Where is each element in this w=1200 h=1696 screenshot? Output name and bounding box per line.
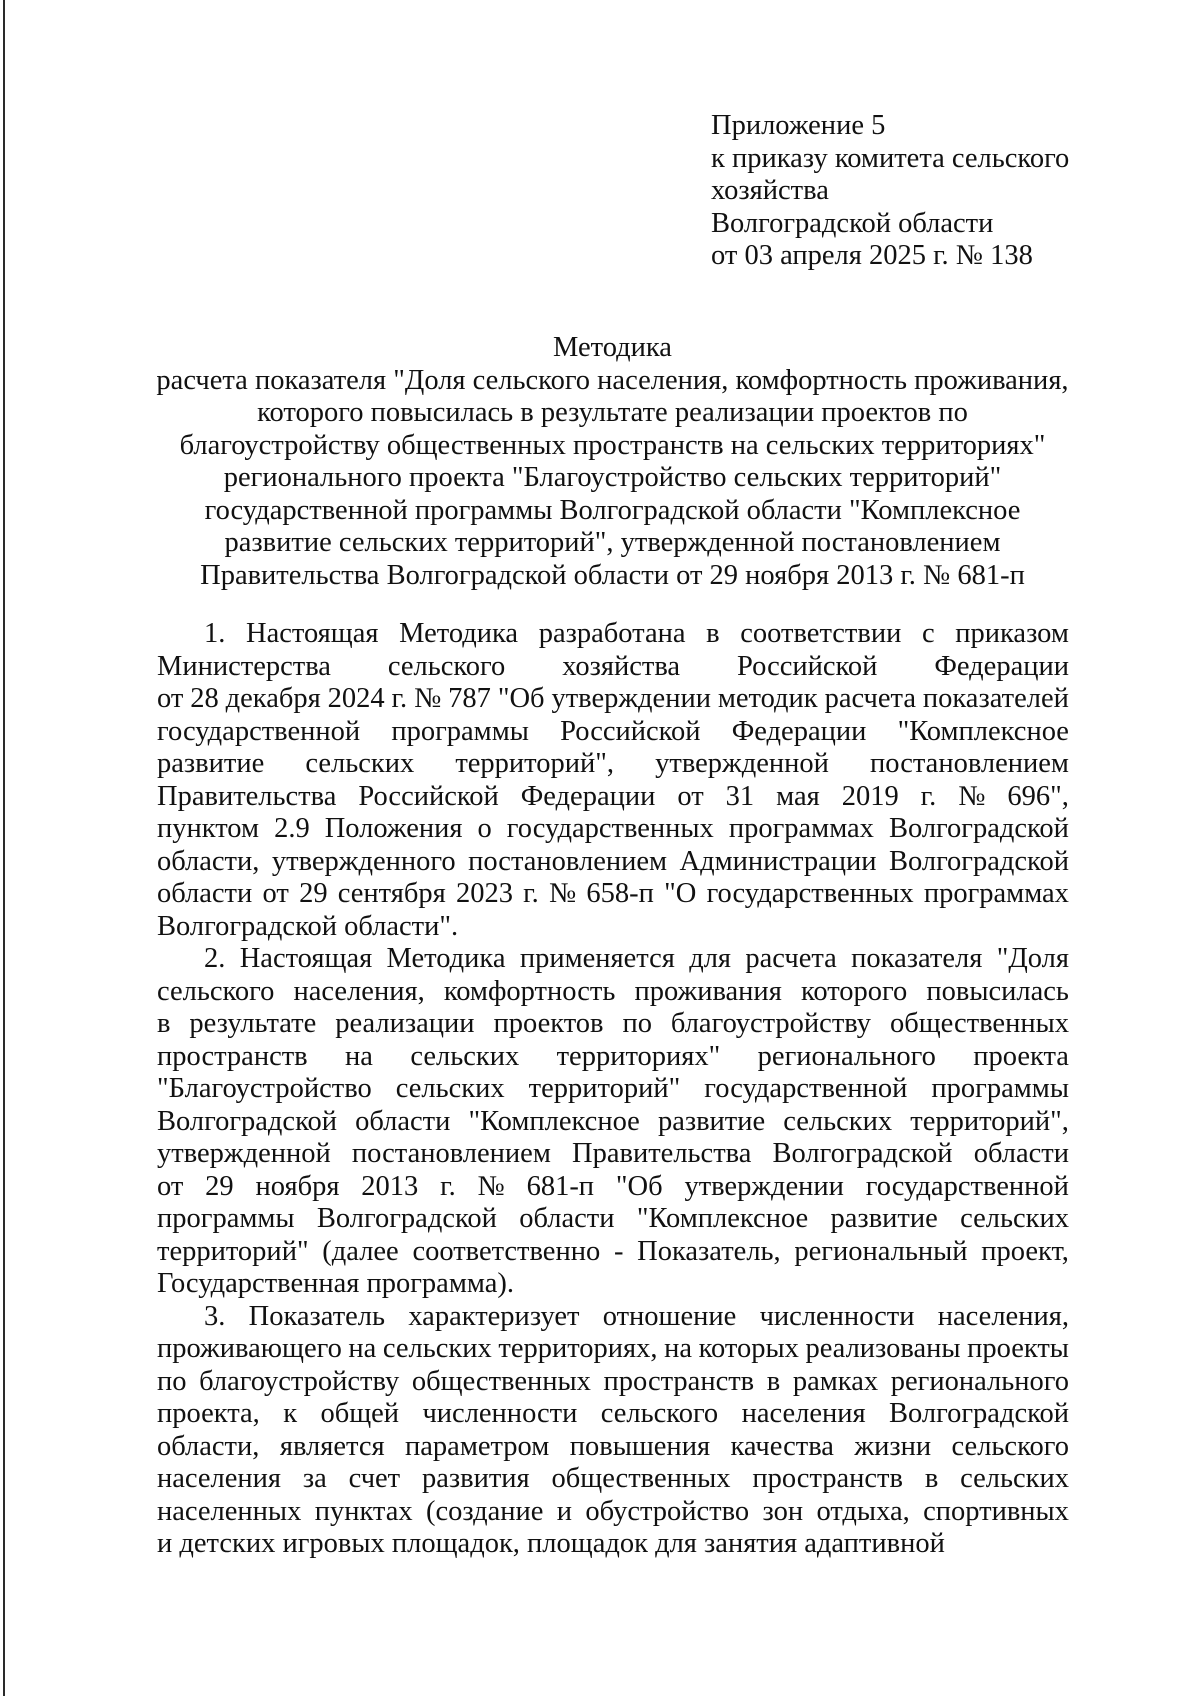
word: Положения xyxy=(324,813,463,844)
paragraph-line xyxy=(157,1463,1069,1496)
word: общественных xyxy=(551,1463,731,1494)
word: Правительства xyxy=(572,1138,752,1169)
paragraph-line xyxy=(157,1171,1069,1204)
word: Волгоградской xyxy=(888,845,1069,877)
word: "Комплексное xyxy=(636,1203,809,1234)
word: территорий" xyxy=(157,1235,309,1267)
word: № xyxy=(958,780,986,812)
word: Федерации xyxy=(934,650,1069,682)
paragraph-line xyxy=(157,813,1069,846)
word: Волгоградской xyxy=(889,1398,1069,1429)
paragraph-line xyxy=(157,1366,1069,1399)
paragraph-line xyxy=(157,1333,1069,1366)
word: рамках xyxy=(792,1365,879,1397)
word: Волгоградской xyxy=(888,813,1069,844)
word: проектов xyxy=(493,1008,604,1039)
word: сельского xyxy=(951,1430,1069,1462)
word: 28 xyxy=(190,683,219,714)
word: 3. xyxy=(204,1300,226,1332)
word: спортивных xyxy=(923,1495,1069,1527)
word: сельских xyxy=(305,748,415,779)
paragraph-line xyxy=(157,943,1069,976)
word: декабря xyxy=(225,683,321,714)
word: показателей xyxy=(922,683,1069,714)
word: от xyxy=(262,878,289,909)
word: на xyxy=(345,1040,373,1072)
word: Правительства xyxy=(157,780,337,812)
word: проекта xyxy=(973,1040,1069,1072)
paragraph-line: Волгоградской области". xyxy=(157,910,459,942)
word: по xyxy=(622,1008,652,1039)
paragraph-line: и детских игровых площадок, площадок для занятия адаптивной xyxy=(157,1528,945,1559)
word: результате xyxy=(189,1008,317,1039)
word: 681-п xyxy=(526,1170,595,1202)
word: регионального xyxy=(757,1040,936,1072)
word: разработана xyxy=(538,618,686,649)
word: г. xyxy=(523,878,539,909)
word: проживающего xyxy=(157,1333,342,1364)
paragraph-2 xyxy=(157,943,1069,1301)
word: 29 xyxy=(205,1170,234,1202)
word: утверждении xyxy=(684,1170,844,1202)
title-line: Правительства Волгоградской области от 29 ноября 2013 г. № 681-п xyxy=(200,559,1025,591)
word: 2023 xyxy=(455,878,513,909)
paragraph-line xyxy=(157,781,1069,814)
word: программы xyxy=(157,1203,295,1234)
word: благоустройству xyxy=(670,1008,872,1039)
appendix-line: хозяйства xyxy=(711,175,829,206)
word: "Доля xyxy=(996,943,1069,974)
title-line: расчета показателя "Доля сельского населения, комфортность проживания, xyxy=(156,364,1069,396)
paragraph-line xyxy=(157,976,1069,1009)
word: области xyxy=(157,878,253,909)
word: территориях" xyxy=(556,1040,721,1072)
word: для xyxy=(689,943,732,974)
word: № xyxy=(549,878,577,909)
word: 2019 xyxy=(841,780,899,812)
word: 2024 xyxy=(327,683,385,714)
word: регионального xyxy=(890,1365,1069,1397)
word: 31 xyxy=(725,780,755,812)
word: (далее xyxy=(322,1235,399,1267)
word: Настоящая xyxy=(239,943,373,974)
word: "Комплексное xyxy=(468,1105,640,1137)
word: сельских xyxy=(960,1463,1069,1494)
word: (создание xyxy=(425,1495,544,1527)
word: пунктом xyxy=(157,813,260,844)
appendix-header xyxy=(711,110,1131,273)
word: проект, xyxy=(981,1235,1069,1267)
word: характеризует xyxy=(408,1300,580,1332)
word: проекта, xyxy=(157,1398,260,1429)
word: постановлением xyxy=(468,845,668,877)
word: Российской xyxy=(736,650,878,682)
word: параметром xyxy=(405,1430,550,1462)
word: ноября xyxy=(255,1170,340,1202)
word: методик xyxy=(717,683,818,714)
title-line: благоустройству общественных пространств на сельских территориях" xyxy=(179,429,1046,461)
word: счет xyxy=(348,1463,401,1494)
title-line: государственной программы Волгоградской области "Комплексное xyxy=(204,494,1021,526)
paragraph-3 xyxy=(157,1301,1069,1561)
word: качества xyxy=(730,1430,834,1462)
word: проживания xyxy=(634,975,782,1007)
word: сельских xyxy=(395,1073,505,1104)
paragraph-line xyxy=(157,1398,1069,1431)
word: области xyxy=(519,1203,615,1234)
word: показателя xyxy=(851,943,983,974)
word: по xyxy=(157,1365,187,1397)
word: области xyxy=(973,1138,1069,1169)
word: "Благоустройство xyxy=(157,1073,372,1104)
word: государственных xyxy=(506,813,714,844)
word: утвержденной xyxy=(655,748,829,779)
word: пунктах xyxy=(314,1495,413,1527)
word: 2. xyxy=(204,943,226,974)
word: от xyxy=(157,683,184,714)
word: сельского xyxy=(600,1398,719,1429)
word: Показатель xyxy=(248,1300,386,1332)
word: сельского xyxy=(157,975,275,1007)
word: населения xyxy=(157,1463,282,1494)
word: проекты xyxy=(967,1333,1069,1364)
word: постановлением xyxy=(351,1138,551,1169)
word: территорий" xyxy=(528,1073,681,1104)
word: численности xyxy=(759,1300,915,1332)
word: мая xyxy=(776,780,820,812)
word: территорий", xyxy=(455,748,615,779)
word: Методика xyxy=(386,943,506,974)
word: государственной xyxy=(865,1170,1069,1202)
paragraph-line: Государственная программа). xyxy=(157,1268,514,1299)
word: о xyxy=(477,813,492,844)
word: "Комплексное xyxy=(897,715,1069,747)
document-body xyxy=(157,618,1069,1561)
word: Настоящая xyxy=(246,618,379,649)
paragraph-line xyxy=(157,1301,1069,1334)
word: развитие xyxy=(830,1203,938,1234)
word: за xyxy=(302,1463,327,1494)
word: Волгоградской xyxy=(772,1138,953,1169)
word: № xyxy=(477,1170,505,1202)
word: обустройство xyxy=(585,1495,750,1527)
word: населения, xyxy=(293,975,425,1007)
word: сентября xyxy=(337,878,446,909)
word: программах xyxy=(728,813,874,844)
paragraph-line xyxy=(157,1073,1069,1106)
word: 696", xyxy=(1007,780,1069,812)
word: соответствии xyxy=(740,618,902,649)
title-line: регионального проекта "Благоустройство сельских территорий" xyxy=(223,462,1002,493)
document-title xyxy=(155,332,1070,592)
word: населения xyxy=(741,1398,866,1429)
word: Федерации xyxy=(520,780,656,812)
word: к xyxy=(283,1398,298,1429)
word: - xyxy=(613,1235,624,1267)
word: хозяйства xyxy=(562,650,681,682)
word: "Об xyxy=(615,1170,663,1202)
word: утверждении xyxy=(551,683,711,714)
title-line: развитие сельских территорий", утвержденной постановлением xyxy=(224,527,1001,558)
word: 1. xyxy=(204,618,226,649)
word: приказом xyxy=(955,618,1069,649)
word: которых xyxy=(698,1333,799,1364)
word: от xyxy=(677,780,704,812)
word: населенных xyxy=(157,1495,302,1527)
word: отдыха, xyxy=(816,1495,910,1527)
word: территорий", xyxy=(910,1105,1069,1137)
paragraph-line xyxy=(157,1008,1069,1041)
paragraph-line xyxy=(157,1106,1069,1139)
word: Методика xyxy=(399,618,519,649)
word: "Об xyxy=(497,683,545,714)
word: с xyxy=(921,618,935,649)
word: Волгоградской xyxy=(316,1203,497,1234)
word: постановлением xyxy=(870,748,1069,779)
word: государственных xyxy=(706,878,914,909)
word: сельского xyxy=(387,650,506,682)
word: расчета xyxy=(745,943,837,974)
word: сельских xyxy=(382,1333,492,1364)
word: г. xyxy=(920,780,937,812)
word: которого xyxy=(800,975,908,1007)
word: Федерации xyxy=(731,715,867,747)
word: 658-п xyxy=(586,878,654,909)
word: является xyxy=(279,1430,385,1462)
word: Администрации xyxy=(679,845,877,877)
word: региональный xyxy=(794,1235,968,1267)
word: области xyxy=(355,1105,451,1137)
word: г. xyxy=(391,683,408,714)
word: пространств xyxy=(603,1365,755,1397)
paragraph-line xyxy=(157,878,1069,911)
title-heading: Методика xyxy=(553,332,672,363)
appendix-line: к приказу комитета сельского xyxy=(711,142,1070,174)
paragraph-line xyxy=(157,1203,1069,1236)
word: области, xyxy=(157,845,260,877)
paragraph-1 xyxy=(157,618,1069,943)
word: общей xyxy=(320,1398,400,1429)
word: Российской xyxy=(358,780,499,812)
word: применяется xyxy=(519,943,675,974)
paragraph-line xyxy=(157,651,1069,684)
word: комфортность xyxy=(443,975,616,1007)
word: развития xyxy=(421,1463,530,1494)
paragraph-line xyxy=(157,846,1069,879)
appendix-line: Волгоградской области xyxy=(711,207,994,239)
word: сельских xyxy=(410,1040,520,1072)
word: благоустройству xyxy=(199,1365,400,1397)
word: пространств xyxy=(157,1040,308,1072)
word: области, xyxy=(157,1430,260,1462)
word: 29 xyxy=(299,878,328,909)
word: населения, xyxy=(937,1300,1069,1332)
word: 787 xyxy=(448,683,491,714)
word: общественных xyxy=(411,1365,591,1397)
word: Российской xyxy=(560,715,701,747)
word: зон xyxy=(762,1495,804,1527)
word: от xyxy=(157,1170,184,1202)
word: в xyxy=(706,618,720,649)
word: развитие xyxy=(657,1105,766,1137)
word: Показатель, xyxy=(637,1235,781,1267)
word: реализованы xyxy=(805,1333,961,1364)
word: пространств xyxy=(752,1463,903,1494)
word: г. xyxy=(440,1170,456,1202)
word: сельских xyxy=(783,1105,893,1137)
word: утвержденной xyxy=(157,1138,331,1169)
word: территориях, xyxy=(498,1333,658,1364)
word: соответственно xyxy=(412,1235,601,1267)
word: Министерства xyxy=(157,650,331,682)
paragraph-line xyxy=(157,683,1069,716)
word: Волгоградской xyxy=(157,1105,337,1137)
word: "О xyxy=(664,878,697,909)
paragraph-line xyxy=(157,748,1069,781)
word: № xyxy=(414,683,442,714)
word: повышения xyxy=(569,1430,711,1462)
word: в xyxy=(924,1463,939,1494)
word: программы xyxy=(391,715,529,747)
word: численности xyxy=(422,1398,578,1429)
word: программы xyxy=(931,1073,1069,1104)
paragraph-line xyxy=(157,1138,1069,1171)
word: реализации xyxy=(335,1008,475,1039)
word: и xyxy=(556,1495,573,1527)
word: отношение xyxy=(602,1300,737,1332)
word: в xyxy=(157,1008,171,1039)
appendix-line: от 03 апреля 2025 г. № 138 xyxy=(711,240,1033,271)
word: жизни xyxy=(854,1430,932,1462)
word: программах xyxy=(923,878,1069,909)
word: на xyxy=(664,1333,693,1364)
paragraph-line xyxy=(157,1041,1069,1074)
paragraph-line xyxy=(157,1236,1069,1269)
word: в xyxy=(766,1365,781,1397)
appendix-line: Приложение 5 xyxy=(711,110,886,141)
word: повысилась xyxy=(926,975,1069,1007)
paragraph-line xyxy=(157,716,1069,749)
word: расчета xyxy=(824,683,916,714)
word: 2.9 xyxy=(274,813,310,844)
paragraph-line xyxy=(157,1431,1069,1464)
paragraph-line xyxy=(157,1496,1069,1529)
word: государственной xyxy=(157,715,361,747)
word: на xyxy=(348,1333,377,1364)
word: общественных xyxy=(889,1008,1069,1039)
word: развитие xyxy=(157,748,265,779)
title-line: которого повысилась в результате реализации проектов по xyxy=(257,397,968,428)
scan-edge-line xyxy=(3,0,5,1696)
paragraph-line xyxy=(157,618,1069,651)
word: государственной xyxy=(704,1073,908,1104)
word: сельских xyxy=(960,1203,1069,1234)
word: утвержденного xyxy=(271,845,456,877)
word: 2013 xyxy=(361,1170,419,1202)
